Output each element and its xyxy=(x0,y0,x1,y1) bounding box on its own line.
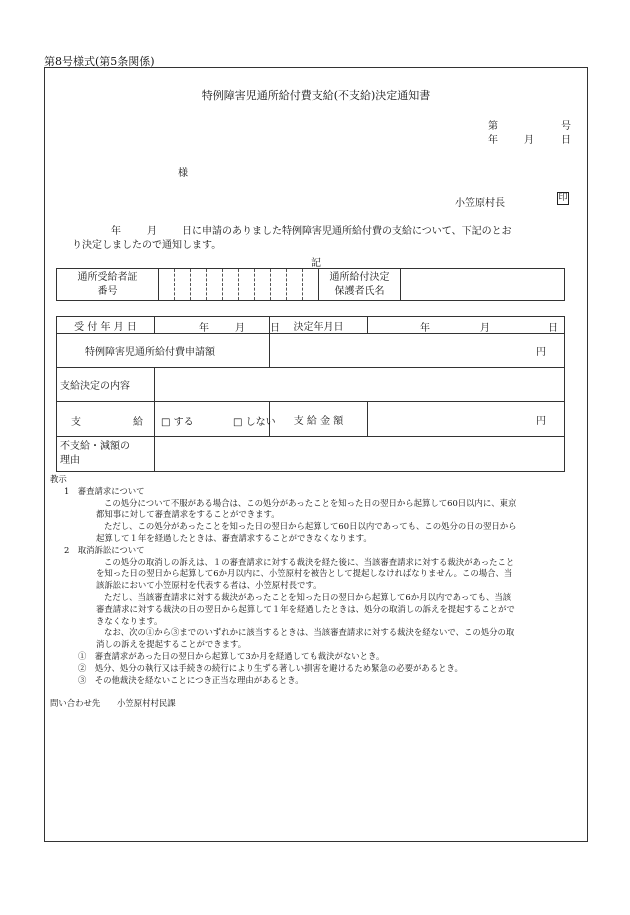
recipient-digit-box[interactable] xyxy=(239,269,255,301)
reason-field[interactable] xyxy=(155,437,565,472)
payment-label-2: 給 xyxy=(133,417,143,428)
guardian-name-field[interactable] xyxy=(401,269,565,301)
doc-date-month: 月 xyxy=(524,135,534,146)
form-number-label: 第8号様式(第5条関係) xyxy=(44,55,155,68)
requested-amount-yen: 円 xyxy=(536,347,546,358)
received-date-day: 日 xyxy=(270,323,280,334)
addressee-honorific: 様 xyxy=(178,168,188,179)
decision-content-label: 支給決定の内容 xyxy=(57,368,155,402)
decision-date-day: 日 xyxy=(548,323,558,334)
reason-label-1: 不支給・減額の xyxy=(60,441,130,452)
recipient-digit-box[interactable] xyxy=(175,269,191,301)
note-line: この処分の取消しの訴えは、１の審査請求に対する裁決を経た後に、当該審査請求に対する裁決があったこと xyxy=(104,556,515,567)
requested-amount-field[interactable] xyxy=(270,334,565,368)
seal-mark: 印 xyxy=(558,193,568,203)
note-line: を知った日の翌日から起算して6か月以内に、小笠原村を被告として提起しなければなりません。この場合、当 xyxy=(96,568,513,579)
decision-date-field[interactable] xyxy=(368,317,565,334)
note-line: 2 取消訴訟について xyxy=(64,544,145,555)
instruction-notes xyxy=(44,474,588,686)
payment-option-no[interactable]: □ しない xyxy=(233,417,276,428)
payment-amount-yen: 円 xyxy=(536,415,546,427)
recipient-number-label xyxy=(57,269,159,301)
ki-heading: 記 xyxy=(311,258,321,269)
note-line: ただし、当該審査請求に対する裁決があったことを知った日の翌日から起算して6か月以内であっても、当該 xyxy=(104,591,512,602)
note-line: 起算して１年を経過したときは、審査請求することができなくなります。 xyxy=(96,532,372,543)
doc-number-dai: 第 xyxy=(488,121,498,132)
decision-content-field[interactable] xyxy=(155,368,565,402)
note-line: きなくなります。 xyxy=(96,615,163,626)
contact-info: 問い合わせ先 小笠原村村民課 xyxy=(50,698,176,708)
decision-date-year: 年 xyxy=(420,323,430,334)
note-line: 審査請求に対する裁決の日の翌日から起算して１年を経過したときは、処分の取消しの訴えを提起することがで xyxy=(96,603,515,614)
payment-label xyxy=(57,402,155,437)
decision-date-month: 月 xyxy=(480,323,490,334)
note-line: 消しの訴えを提起することができます。 xyxy=(96,639,247,650)
recipient-digit-box[interactable] xyxy=(271,269,287,301)
payment-amount-field[interactable] xyxy=(368,402,565,437)
recipient-digit-box[interactable] xyxy=(207,269,223,301)
reason-label-2: 理由 xyxy=(60,455,80,466)
note-line: 都知事に対して審査請求をすることができます。 xyxy=(96,509,280,520)
note-line: ③ その他裁決を経ないことにつき正当な理由があるとき。 xyxy=(78,674,304,685)
recipient-digit-box[interactable] xyxy=(303,269,319,301)
note-line: 該訴訟において小笠原村を代表する者は、小笠原村長です。 xyxy=(96,580,322,591)
doc-number-go: 号 xyxy=(561,121,571,132)
note-line: ただし、この処分があったことを知った日の翌日から起算して60日以内であっても、この処分の日の翌日から xyxy=(104,521,517,532)
decision-date-label: 決定年月日 xyxy=(270,317,368,334)
guardian-name-label xyxy=(319,269,401,301)
intro-month: 月 xyxy=(147,226,157,237)
recipient-digit-box[interactable] xyxy=(255,269,271,301)
note-line: ① 審査請求があった日の翌日から起算して3か月を経過しても裁決がないとき。 xyxy=(78,650,385,661)
decision-table xyxy=(56,316,565,472)
payment-options xyxy=(155,402,276,437)
received-date-field[interactable] xyxy=(155,317,280,334)
intro-year: 年 xyxy=(111,226,121,237)
issuer-name: 小笠原村長 xyxy=(455,198,505,209)
doc-date-day: 日 xyxy=(561,135,571,146)
payment-label-1: 支 xyxy=(71,417,81,428)
note-line: ② 処分、処分の執行又は手続きの続行により生ずる著しい損害を避けるため緊急の必要があるとき。 xyxy=(78,662,463,673)
recipient-digit-box[interactable] xyxy=(191,269,207,301)
note-line: なお、次の①から③までのいずれかに該当するときは、当該審査請求に対する裁決を経ないで、この処分の取 xyxy=(104,627,515,638)
intro-line2: り決定しましたので通知します。 xyxy=(72,240,222,251)
recipient-digit-box[interactable] xyxy=(287,269,303,301)
note-line: この処分について不服がある場合は、この処分があったことを知った日の翌日から起算して60日以内に、東京 xyxy=(104,497,517,508)
notes-header: 教示 xyxy=(50,474,67,484)
payment-amount-label: 支 給 金 額 xyxy=(270,402,368,437)
recipient-table xyxy=(56,268,565,301)
payment-option-yes[interactable]: □ する xyxy=(161,417,194,428)
reason-label xyxy=(57,437,155,472)
received-date-label: 受 付 年 月 日 xyxy=(57,317,155,334)
requested-amount-label: 特例障害児通所給付費申請額 xyxy=(57,334,270,368)
doc-date-year: 年 xyxy=(488,135,498,146)
note-line: 1 審査請求について xyxy=(64,485,145,496)
document-title: 特例障害児通所給付費支給(不支給)決定通知書 xyxy=(201,89,431,102)
received-date-month: 月 xyxy=(235,323,245,334)
intro-line1: 日に申請のありました特例障害児通所給付費の支給について、下記のとお xyxy=(182,226,512,237)
guardian-name-label-1: 通所給付決定 xyxy=(329,271,390,283)
recipient-digit-box[interactable] xyxy=(223,269,239,301)
recipient-number-label-2: 番号 xyxy=(97,285,118,297)
received-date-year: 年 xyxy=(199,323,209,334)
recipient-digit-box[interactable] xyxy=(159,269,175,301)
recipient-number-label-1: 通所受給者証 xyxy=(77,271,138,283)
guardian-name-label-2: 保護者氏名 xyxy=(334,285,385,297)
